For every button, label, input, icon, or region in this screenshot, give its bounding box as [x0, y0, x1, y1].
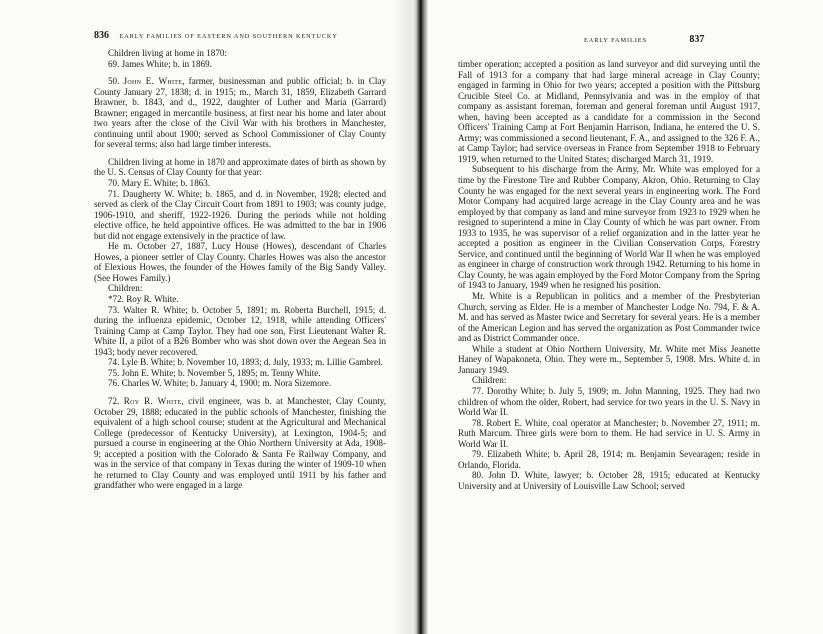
running-header-right [584, 34, 704, 45]
paragraph [458, 470, 760, 491]
paragraph [458, 164, 760, 291]
paragraph [458, 449, 760, 470]
entry-name: Roy R. White [123, 395, 182, 406]
paragraph [94, 76, 386, 150]
entry-number: 72. [108, 395, 124, 406]
paragraph-text: Mr. White is a Republican in politics and a member of the Presbyterian Church, serving as Elder. He is a member of Manchester Lodge No. 794, F. & A. M. and has served as Master twice and Secretary for several years. He is a member of the American Legion and has served the organization as Post Commander twice and as District Commander once. [458, 291, 760, 344]
paragraph [94, 378, 386, 389]
paragraph-text: 74. Lyle B. White; b. November 10, 1893; d. July, 1933; m. Lillie Gambrel. [108, 357, 383, 368]
paragraph-text: , farmer, businessman and public official; b. in Clay County January 27, 1838; d. in 1915; m., March 31, 1859, Elizabeth Garrard Brawner, b. 1843, and d., 1922, daughter of Luther and Maria (Garrard) Brawner; engaged in mercantile business, at first near his home and later about two years after the close of the Civil War with his brothers in Manchester, continuing until about 1900; served as School Commissioner of Clay County for several terms; also had large timber interests. [94, 76, 387, 150]
paragraph-text: 77. Dorothy White; b. July 5, 1909; m. John Manning, 1925. They had two children of whom the older, Robert, had service for two years in the U. S. Navy in World War II. [458, 385, 760, 418]
paragraph [94, 396, 386, 491]
paragraph-text: Children: [472, 375, 507, 386]
right-page [428, 0, 823, 634]
page-number-right: 837 [689, 34, 705, 45]
paragraph [94, 305, 386, 358]
paragraph-text: 80. John D. White, lawyer; b. October 28, 1915; educated at Kentucky University and at University of Louisville Law School; served [458, 470, 760, 491]
paragraph [458, 386, 760, 418]
paragraph-text: Children: [108, 283, 143, 294]
running-head-title-right: EARLY FAMILIES [584, 37, 647, 44]
paragraph [94, 59, 386, 70]
entry-name: John E. White [123, 76, 183, 87]
paragraph-text: While a student at Ohio Northern University, Mr. White met Miss Jeanette Haney of Wapakoneta, Ohio. They were m., September 5, 1908. Mrs. White d. in January 1949. [458, 343, 760, 375]
paragraph [458, 418, 760, 450]
paragraph [94, 241, 386, 283]
right-page-body [458, 59, 760, 491]
paragraph-text: 75. John E. White; b. November 5, 1895; m. Tenny White. [108, 367, 321, 378]
paragraph [94, 48, 386, 59]
paragraph [458, 59, 760, 164]
paragraph [94, 189, 386, 242]
paragraph-text: *72. Roy R. White. [108, 294, 179, 305]
paragraph [458, 375, 760, 386]
paragraph [94, 157, 386, 178]
paragraph-text: 79. Elizabeth White; b. April 28, 1914; m. Benjamin Sevearagen; reside in Orlando, Florida. [458, 449, 760, 470]
paragraph [94, 294, 386, 305]
paragraph-text: He m. October 27, 1887, Lucy House (Howes), descendant of Charles Howes, a pioneer settler of Clay County. Charles Howes was also the ancestor of Elexious Howes, the founder of the Howes family of the Big Sandy Valley. (See Howes Family.) [94, 241, 386, 283]
paragraph [94, 357, 386, 368]
paragraph-text: 73. Walter R. White; b. October 5, 1891; m. Roberta Burchell, 1915; d. during the influenza epidemic, October 12, 1918, while attending Officers' Training Camp at Camp Taylor. They had one son, First Lieutenant Walter R. White II, a pilot of a B26 Bomber who was shot down over the Aegean Sea in 1943; body never recovered. [94, 304, 386, 357]
paragraph-text: Children living at home in 1870 and approximate dates of birth as shown by the U. S. Census of Clay County for that year: [94, 156, 386, 178]
running-header-left [94, 30, 338, 41]
paragraph-text: 76. Charles W. White; b. January 4, 1900; m. Nora Sizemore. [108, 378, 332, 389]
entry-number: 50. [108, 76, 124, 87]
book-gutter [412, 0, 428, 634]
paragraph-text: 69. James White; b. in 1869. [108, 58, 212, 69]
paragraph-text: , civil engineer, was b. at Manchester, Clay County, October 29, 1888; educated in the public schools of Manchester, finishing the equivalent of a high school course; student at the Agricultural and Mechanical College (predecessor of Kentucky University), at Lexington, 1904-5; and pursued a course in engineering at the Ohio Northern University at Ada, 1908-9; accepted a position with the Colorado & Santa Fe Railway Company, and was in the service of that company in Texas during the winter of 1909-10 when he returned to Clay County and was employed until 1911 by his father and grandfather who were engaged in a large [94, 395, 386, 491]
left-page-body [94, 48, 386, 491]
paragraph [94, 178, 386, 189]
running-head-title-left: EARLY FAMILIES OF EASTERN AND SOUTHERN KENTUCKY [119, 33, 338, 40]
paragraph-text: timber operation; accepted a position as land surveyor and did surveying until the Fall of 1913 for a company that had large mineral acreage in Clay County; engaged in farming in Ohio for two years; accepted a position with the Pittsburg Crucible Steel Co. at Midland, Pennsylvania and was in the employ of that company as assistant foreman, foreman and general foreman until August 1917, when, having been accepted as a candidate for a commission in the Second Officers' Training Camp at Fort Benjamin Harrison, Indiana, he entered the U. S. Army; was commissioned a second lieutenant, F. A., and assigned to the 326 F. A., at Camp Taylor; had service overseas in France from September 1918 to February 1919, when returned to the United States; discharged March 31, 1919. [458, 59, 760, 164]
paragraph-text: Children living at home in 1870: [108, 48, 227, 58]
page-number-left: 836 [94, 30, 109, 41]
gutter-shadow-left [392, 0, 412, 634]
paragraph [458, 291, 760, 344]
paragraph-text: 78. Robert E. White, coal operator at Manchester; b. November 27, 1911; m. Ruth Marcum. Three girls were born to them. He had service in U. S. Army in World War II. [458, 417, 760, 449]
paragraph-text: Subsequent to his discharge from the Army, Mr. White was employed for a time by the Firestone Tire and Rubber Company, Akron, Ohio. Returning to Clay County he was engaged for the next several years in engineering work. The Ford Motor Company had acquired large acreage in the Clay County area and he was employed by that company as land and mine surveyor from 1923 to 1929 when he resigned to superintend a mine in Clay County of which he was part owner. From 1933 to 1935, he was supervisor of a relief organization and in the latter year he accepted a position as engineer in the Civilian Conservation Corps, Forestry Service, and continued until the beginning of World War II when he was employed as engineer in charge of construction work through 1942. Returning to his home in Clay County, he was again employed by the Ford Motor Company from the Spring of 1943 to January, 1949 when he resigned his position. [458, 164, 760, 291]
paragraph-text: 71. Daugherty W. White; b. 1865, and d. in November, 1928; elected and served as clerk of the Clay Circuit Court from 1891 to 1903; was county judge, 1906-1910, and sheriff, 1922-1926. During the periods while not holding elective office, he held appointive offices. He was admitted to the bar in 1906 but did not engage extensively in the practice of law. [94, 188, 386, 241]
paragraph [458, 344, 760, 376]
paragraph [94, 368, 386, 379]
paragraph-text: 70. Mary E. White; b. 1863. [108, 178, 211, 189]
paragraph [94, 283, 386, 294]
